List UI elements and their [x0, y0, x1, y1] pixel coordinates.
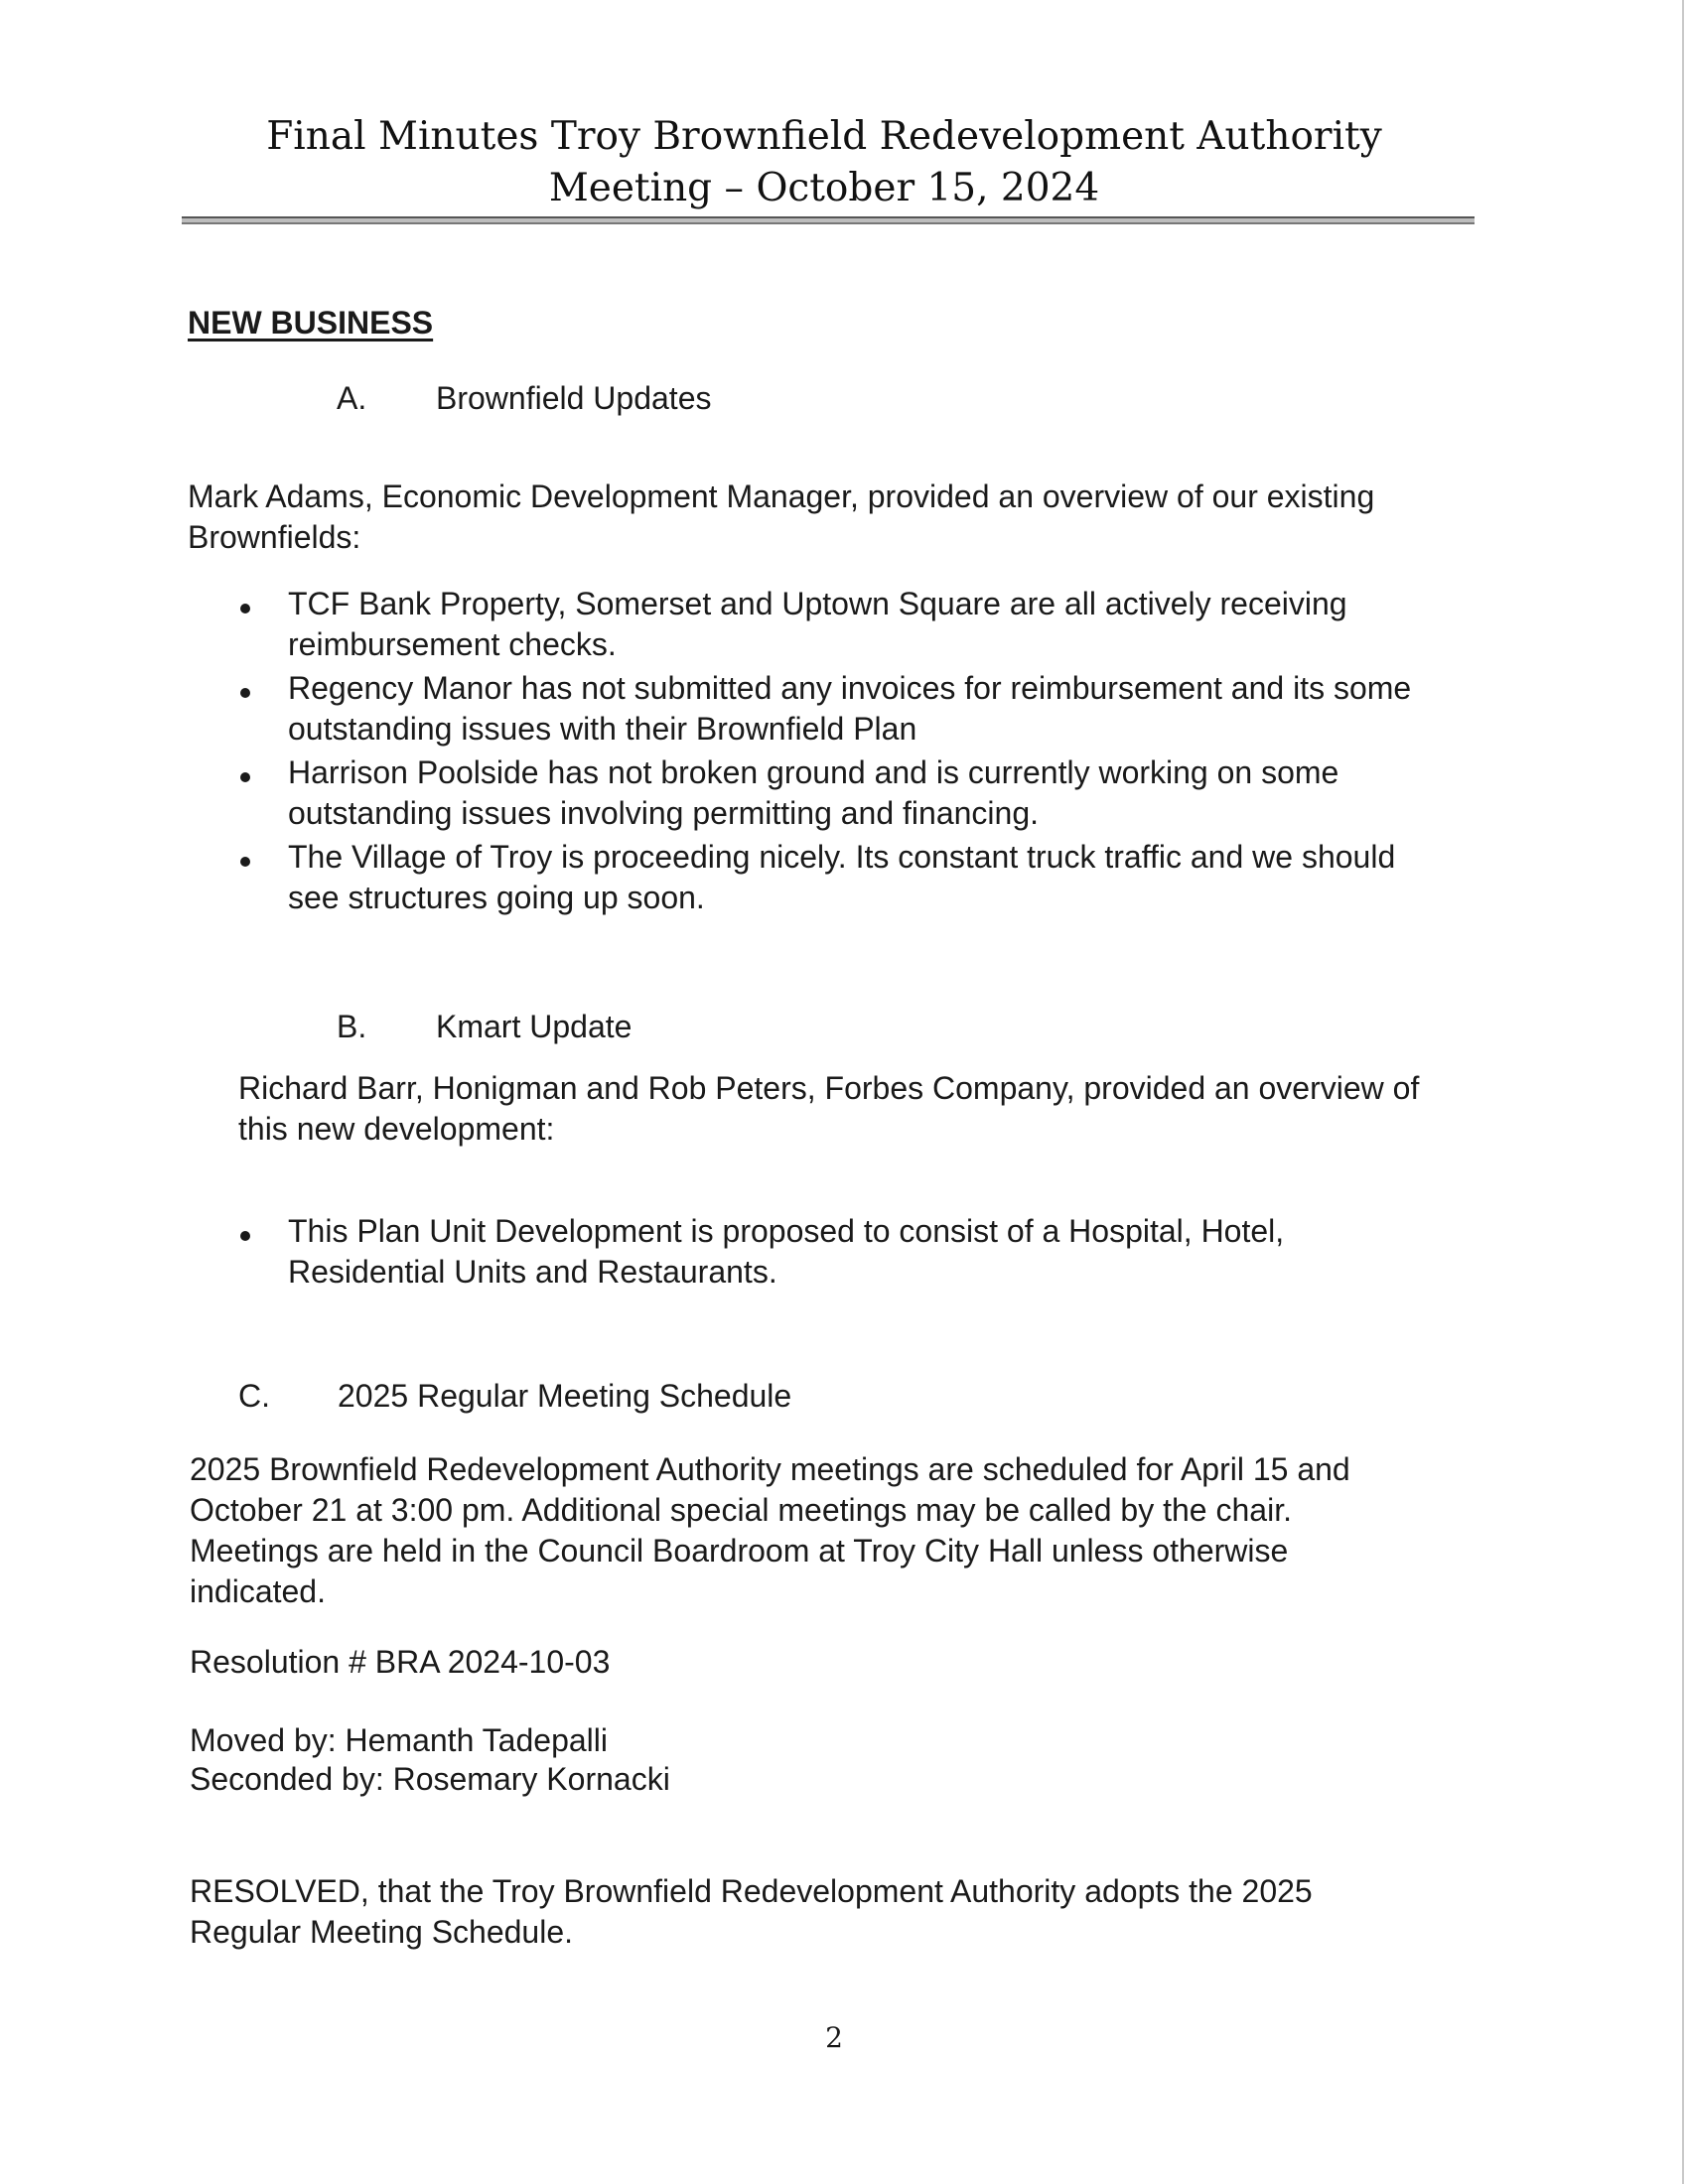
item-a-title: Brownfield Updates: [436, 380, 712, 416]
bullet-icon: [240, 604, 250, 614]
item-b-intro-line2: this new development:: [238, 1111, 555, 1147]
list-item-line1: Harrison Poolside has not broken ground and is currently working on some: [288, 754, 1339, 790]
item-c-title: 2025 Regular Meeting Schedule: [338, 1378, 792, 1414]
item-c-letter: C.: [238, 1378, 270, 1414]
bullet-icon: [240, 772, 250, 782]
item-b-letter: B.: [337, 1009, 367, 1044]
paragraph-line: October 21 at 3:00 pm. Additional special meetings may be called by the chair.: [190, 1492, 1292, 1528]
list-item-line2: outstanding issues involving permitting and financing.: [288, 795, 1040, 831]
list-item-line1: TCF Bank Property, Somerset and Uptown Square are all actively receiving: [288, 586, 1347, 621]
moved-by: Moved by: Hemanth Tadepalli: [190, 1722, 608, 1758]
bullet-icon: [240, 1231, 250, 1241]
new-business-heading: NEW BUSINESS: [188, 305, 434, 341]
list-item-line2: reimbursement checks.: [288, 626, 617, 662]
header-rule: [182, 216, 1475, 224]
bullet-icon: [240, 688, 250, 698]
scan-edge-line: [1682, 0, 1684, 2184]
header-title-line2: Meeting – October 15, 2024: [548, 166, 1100, 210]
page-header: [179, 111, 1470, 214]
item-b-title: Kmart Update: [436, 1009, 633, 1044]
item-b-intro-line1: Richard Barr, Honigman and Rob Peters, Forbes Company, provided an overview of: [238, 1070, 1420, 1106]
list-item-line2: see structures going up soon.: [288, 880, 705, 915]
paragraph-line: indicated.: [190, 1573, 326, 1609]
item-a-letter: A.: [337, 380, 367, 416]
list-item-line1: The Village of Troy is proceeding nicely. Its constant truck traffic and we should: [288, 839, 1396, 875]
list-item-line2: Residential Units and Restaurants.: [288, 1254, 777, 1290]
list-item-line1: Regency Manor has not submitted any invoices for reimbursement and its some: [288, 670, 1412, 706]
page-number: 2: [825, 2021, 843, 2054]
list-item-line2: outstanding issues with their Brownfield Plan: [288, 711, 917, 747]
bullet-icon: [240, 857, 250, 867]
resolved-line1: RESOLVED, that the Troy Brownfield Redevelopment Authority adopts the 2025: [190, 1873, 1313, 1909]
resolution-number: Resolution # BRA 2024-10-03: [190, 1644, 611, 1680]
resolved-line2: Regular Meeting Schedule.: [190, 1914, 574, 1950]
paragraph-line: Meetings are held in the Council Boardroom at Troy City Hall unless otherwise: [190, 1533, 1289, 1569]
paragraph-line: 2025 Brownfield Redevelopment Authority meetings are scheduled for April 15 and: [190, 1451, 1350, 1487]
list-item-line1: This Plan Unit Development is proposed to consist of a Hospital, Hotel,: [288, 1213, 1285, 1249]
header-title-line1: Final Minutes Troy Brownfield Redevelopment Authority: [266, 114, 1382, 159]
item-a-intro-line1: Mark Adams, Economic Development Manager, provided an overview of our existing: [188, 478, 1375, 514]
item-a-intro-line2: Brownfields:: [188, 519, 361, 555]
seconded-by: Seconded by: Rosemary Kornacki: [190, 1761, 670, 1797]
